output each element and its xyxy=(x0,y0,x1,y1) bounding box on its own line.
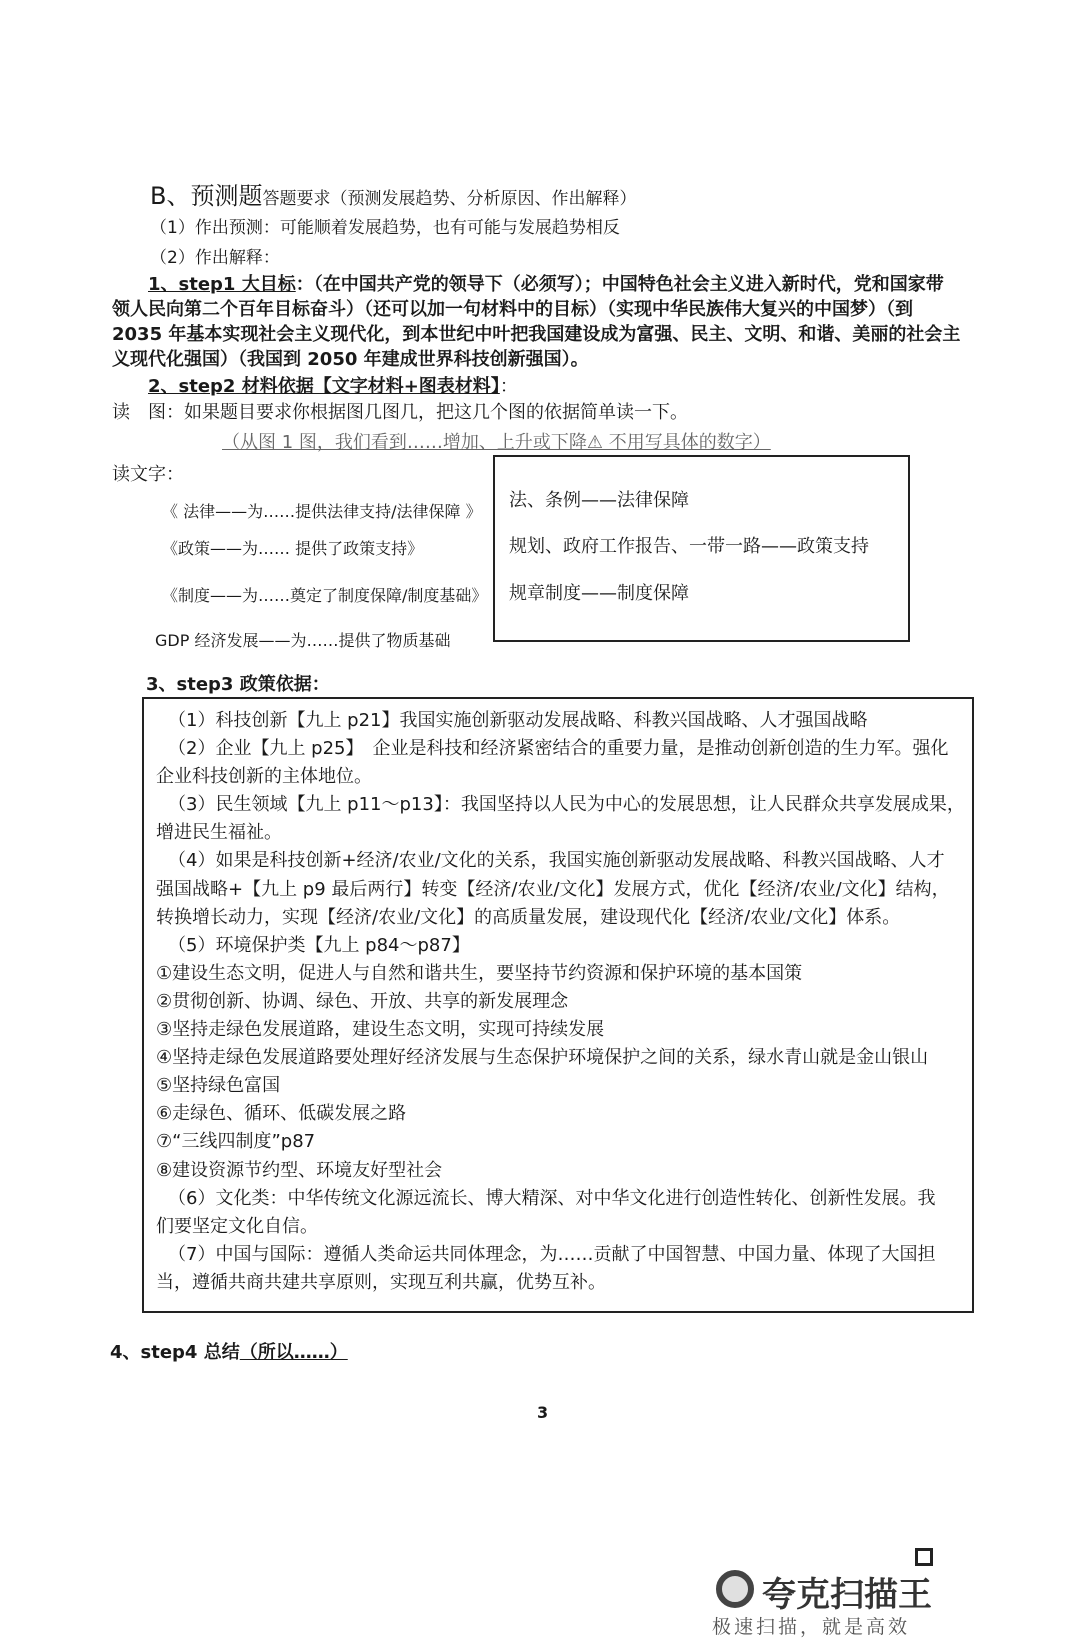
step3-line: （7）中国与国际：遵循人类命运共同体理念，为……贡献了中国智慧、中国力量、体现了大国担 xyxy=(168,1243,936,1265)
step3-line: （1）科技创新【九上 p21】我国实施创新驱动发展战略、科教兴国战略、人才强国战略 xyxy=(168,710,868,731)
step3-line: 企业科技创新的主体地位。 xyxy=(156,766,372,788)
step2-box-item: 规划、政府工作报告、一带一路——政策支持 xyxy=(509,536,869,557)
step2-heading-row xyxy=(148,372,518,398)
step3-line: ①建设生态文明，促进人与自然和谐共生，要坚持节约资源和保护环境的基本国策 xyxy=(156,962,803,984)
section-b-sub2: （2）作出解释： xyxy=(150,248,280,268)
step2-heading-tail: ： xyxy=(499,376,518,397)
step1-line1 xyxy=(148,270,944,296)
scanner-slogan: 极速扫描，就是高效 xyxy=(712,1616,911,1638)
step2-box-item: 法、条例——法律保障 xyxy=(509,490,689,511)
step2-chart-note: （从图 1 图，我们看到……增加、上升或下降⚠ 不用写具体的数字） xyxy=(222,432,771,453)
qr-code-icon xyxy=(915,1548,933,1566)
step3-line: （6）文化类：中华传统文化源远流长、博大精深、对中华文化进行创造性转化、创新性发展。我 xyxy=(168,1187,936,1209)
step1-line1-rest: ：（在中国共产党的领导下（必须写）；中国特色社会主义进入新时代，党和国家带 xyxy=(295,274,944,295)
step3-line: （4）如果是科技创新+经济/农业/文化的关系，我国实施创新驱动发展战略、科教兴国战略、人才 xyxy=(168,850,945,872)
scanner-brand: 夸克扫描王 xyxy=(762,1575,932,1615)
page-number: 3 xyxy=(537,1403,549,1422)
step3-line: 们要坚定文化自信。 xyxy=(156,1215,318,1237)
step2-summary-box xyxy=(493,455,910,642)
step4-heading: 4、step4 总结 xyxy=(110,1342,240,1363)
step3-line: 当，遵循共商共建共享原则，实现互利共赢，优势互补。 xyxy=(156,1271,606,1293)
scanner-logo-icon xyxy=(716,1570,754,1608)
step4-tail: （所以……） xyxy=(239,1342,348,1363)
step3-line: ⑦“三线四制度”p87 xyxy=(156,1131,316,1153)
step3-line: （3）民生领域【九上 p11～p13】：我国坚持以人民为中心的发展思想，让人民群众共享发展成果， xyxy=(168,794,965,816)
section-b-requirement: 答题要求（预测发展趋势、分析原因、作出解释） xyxy=(262,189,637,209)
step2-left-item: 《政策——为…… 提供了政策支持》 xyxy=(162,539,424,558)
step3-line: ④坚持走绿色发展道路要处理好经济发展与生态保护环境保护之间的关系，绿水青山就是金山银山 xyxy=(156,1047,929,1069)
step3-line: ⑧建设资源节约型、环境友好型社会 xyxy=(156,1159,443,1181)
step2-read-chart: 读 图：如果题目要求你根据图几图几，把这几个图的依据简单读一下。 xyxy=(112,402,688,423)
step3-line: ③坚持走绿色发展道路，建设生态文明，实现可持续发展 xyxy=(156,1019,605,1041)
step1-line2: 领人民向第二个百年目标奋斗）（还可以加一句材料中的目标）（实现中华民族伟大复兴的中国梦）（到 xyxy=(112,299,913,320)
step2-box-item: 规章制度——制度保障 xyxy=(509,583,689,604)
step3-line: （2）企业【九上 p25】 企业是科技和经济紧密结合的重要力量，是推动创新创造的生力军。强化 xyxy=(168,738,949,760)
step2-read-text: 读文字： xyxy=(112,464,184,485)
step3-line: ②贯彻创新、协调、绿色、开放、共享的新发展理念 xyxy=(156,990,569,1012)
step1-heading: 1、step1 大目标 xyxy=(148,274,296,295)
step3-line: 强国战略+【九上 p9 最后两行】转变【经济/农业/文化】发展方式，优化【经济/农业/文化】结构， xyxy=(156,878,950,900)
step4-row xyxy=(110,1338,348,1364)
step3-line: 增进民生福祉。 xyxy=(156,822,282,844)
step2-left-item: GDP 经济发展——为……提供了物质基础 xyxy=(155,631,451,650)
step3-policy-box xyxy=(142,697,974,1313)
step3-heading: 3、step3 政策依据： xyxy=(146,674,330,695)
step3-line: （5）环境保护类【九上 p84～p87】 xyxy=(168,934,470,956)
section-b-sub1: （1）作出预测：可能顺着发展趋势，也有可能与发展趋势相反 xyxy=(150,218,620,238)
step3-line: ⑤坚持绿色富国 xyxy=(156,1075,281,1097)
step2-left-item: 《 法律——为……提供法律支持/法律保障 》 xyxy=(162,502,482,521)
step1-line3: 2035 年基本实现社会主义现代化，到本世纪中叶把我国建设成为富强、民主、文明、和谐、美丽的社会主 xyxy=(112,324,961,345)
step1-line4: 义现代化强国）（我国到 2050 年建成世界科技创新强国）。 xyxy=(112,349,589,370)
step3-line: 转换增长动力，实现【经济/农业/文化】的高质量发展，建设现代化【经济/农业/文化】体系。 xyxy=(156,906,901,928)
section-b-title: B、预测题 xyxy=(150,182,263,210)
step3-line: ⑥走绿色、循环、低碳发展之路 xyxy=(156,1103,407,1125)
step2-heading: 2、step2 材料依据【文字材料+图表材料】 xyxy=(148,376,500,397)
step2-left-item: 《制度——为……奠定了制度保障/制度基础》 xyxy=(162,586,488,605)
section-b-title-row xyxy=(150,176,636,211)
